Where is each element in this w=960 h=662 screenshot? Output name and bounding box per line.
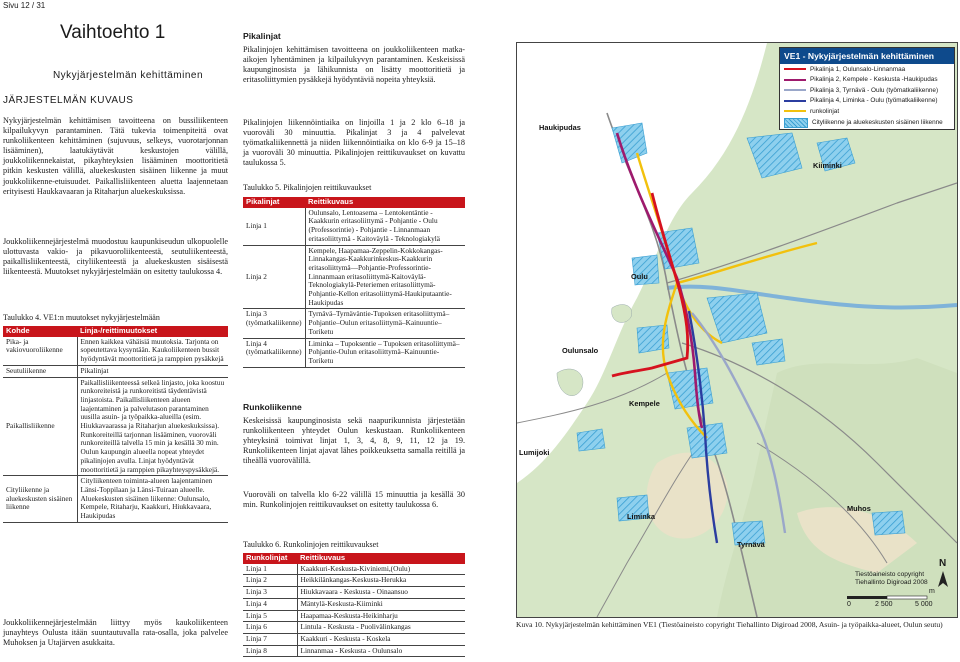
- page-title: Vaihtoehto 1: [60, 22, 166, 43]
- table4: [3, 326, 228, 523]
- residential-area: [707, 293, 767, 343]
- scale-bar-segment: [847, 596, 887, 599]
- table-row: [3, 377, 228, 476]
- table4-cell: Seutuliikenne: [3, 365, 77, 377]
- place-label: Oulunsalo: [562, 346, 599, 355]
- legend-item: [780, 64, 954, 75]
- road: [667, 183, 957, 283]
- table6-cell: Linja 1: [243, 564, 297, 575]
- map-caption: Kuva 10. Nykyjärjestelmän kehittäminen VE1 (Tiestöaineisto copyright Tiehallinto Digiroad 2008, Asuin- ja työpaikka-alueet, Oulun seutu): [516, 620, 943, 629]
- table5-header-1: Pikalinjat: [243, 197, 305, 208]
- table-row: [243, 338, 465, 367]
- table5-cell: Linja 3 (työmatkaliikenne): [243, 309, 305, 338]
- table4-cell: Pikalinjat: [77, 365, 228, 377]
- table6-cell: Heikkilänkangas-Keskusta-Herukka: [297, 575, 465, 587]
- legend-swatch: [784, 100, 806, 102]
- place-label: Kempele: [629, 399, 660, 408]
- table6-cell: Linja 5: [243, 610, 297, 622]
- legend-label: Pikalinja 3, Tyrnävä - Oulu (työmatkaliikenne): [810, 86, 939, 94]
- table6-cell: Hiukkavaara - Keskusta - Oinaansuo: [297, 587, 465, 599]
- table-row: [243, 587, 465, 599]
- section-heading: JÄRJESTELMÄN KUVAUS: [3, 95, 134, 106]
- table4-header-2: Linja-/reittimuutokset: [77, 326, 228, 337]
- table6-cell: Linja 4: [243, 598, 297, 610]
- copyright-line: Tiestöaineisto copyright: [855, 571, 925, 578]
- table5: [243, 197, 465, 368]
- table-row: [243, 564, 465, 575]
- runkoliikenne-heading: Runkoliikenne: [243, 402, 302, 412]
- legend-label: Cityliikenne ja aluekeskusten sisäinen liikenne: [812, 119, 943, 126]
- middle-paragraph-4: Vuoroväli on talvella klo 6-22 välillä 15 minuuttia ja kesällä 30 min. Runkolinjojen reittikuvaukset on esitetty taulukossa 6.: [243, 490, 465, 510]
- table5-cell: Linja 1: [243, 208, 305, 245]
- table6-header-2: Reittikuvaus: [297, 553, 465, 564]
- map-legend: [779, 47, 955, 130]
- legend-swatch: [784, 68, 806, 70]
- scale-label: 5 000: [915, 601, 933, 608]
- table6: [243, 553, 465, 657]
- table4-caption: Taulukko 4. VE1:n muutokset nykyjärjestelmään: [3, 313, 160, 322]
- legend-item: [780, 85, 954, 96]
- middle-paragraph-2: Pikalinjojen liikennöintiaika on linjoilla 1 ja 2 klo 6–18 ja vuoroväli 30 minuuttia. Pikalinjat 3 ja 4 palvelevat työmatkaliikennettä ja niiden liikennöintiaika on klo 6-9 ja 15–18 ja vuoroväli 30 minuuttia. Pikalinjojen reittikuvaukset on kuvattu taulukossa 5.: [243, 118, 465, 168]
- residential-area: [872, 511, 905, 535]
- table6-cell: Lintula - Keskusta - Puolivälinkangas: [297, 622, 465, 634]
- table-row: [3, 365, 228, 377]
- table6-cell: Haapamaa-Keskusta-Heikinharju: [297, 610, 465, 622]
- table6-cell: Linja 2: [243, 575, 297, 587]
- table4-cell: Pika- ja vakiovuoroliikenne: [3, 337, 77, 366]
- place-label: Oulu: [631, 272, 648, 281]
- legend-swatch: [784, 89, 806, 91]
- table-row: [243, 645, 465, 657]
- place-label: Liminka: [627, 512, 655, 521]
- legend-label: Pikalinja 4, Liminka - Oulu (työmatkaliikenne): [810, 97, 938, 105]
- place-label: Kiiminki: [813, 161, 842, 170]
- field-area: [647, 453, 728, 539]
- place-label: Lumijoki: [519, 448, 550, 457]
- residential-area: [747, 133, 802, 178]
- residential-area: [577, 429, 605, 451]
- middle-paragraph-1: Pikalinjojen kehittämisen tavoitteena on joukkoliikenteen matka-aikojen lyhentäminen ja kilpailukyvyn parantaminen. Keskeisissä kaupunginosista ja lähikunnista on lisätty moottoritietä ja eritasoliittymien pysäkkejä hyödyntäviä nopeita yhteyksiä.: [243, 45, 465, 85]
- table6-cell: Mäntylä-Keskusta-Kiiminki: [297, 598, 465, 610]
- legend-item: [780, 117, 954, 129]
- table5-cell: Kempele, Haapamaa-Zeppelin-Kokkokangas-Linnakangas-Kaakkurinkeskus-Kaakkurin eritasoliittymä—Pohjantie-Professorintie-Linnanmaan eritasoliittymä-Kaitoväylä-Teknologiakylä-Peteriemen eritasoliittymä-Pohjantie-Kellon eritasoliittymä-Haukiputaantie-Haukipudas: [305, 245, 465, 309]
- table4-cell: Ennen kaikkea vähäisiä muutoksia. Tarjonta on sopeutettava kysyntään. Kaukoliikenteen bussit hyödyntävät moottoritietä ja ramppien pysäkkejä: [77, 337, 228, 366]
- table4-cell: Cityliikenne ja aluekeskusten sisäinen liikenne: [3, 476, 77, 523]
- middle-paragraph-3: Keskeisissä kaupunginosista sekä naapurikunnista järjestetään runkoliikenteen yhteydet Oulun keskustaan. Runkoliikenteen yhteyksinä toimivat linjat 1, 3, 4, 8, 9, 11, 12 ja 19. Runkoliikenteen linjat ajavat lähes poikkeuksetta samalla reitillä ja tiheällä vuorovälillä.: [243, 416, 465, 466]
- residential-area: [752, 339, 785, 365]
- map-copyright: [855, 571, 928, 587]
- left-paragraph-3: Joukkoliikennejärjestelmään liittyy myös kaukoliikenteen junayhteys Oulusta itään suuntautuvalla rata-osalla, joka palvelee Muhoksen ja Utajärven asukkaita.: [3, 618, 228, 648]
- copyright-line: Tiehallinto Digiroad 2008: [855, 579, 928, 586]
- pikalinjat-heading: Pikalinjat: [243, 31, 281, 41]
- table-row: [243, 610, 465, 622]
- table-row: [243, 633, 465, 645]
- legend-swatch: [784, 110, 806, 112]
- table5-cell: Linja 2: [243, 245, 305, 309]
- table6-cell: Linja 3: [243, 587, 297, 599]
- island: [612, 305, 632, 323]
- scale-unit: m: [929, 588, 935, 595]
- place-label: Tyrnävä: [737, 540, 765, 549]
- table-row: [243, 622, 465, 634]
- left-paragraph-2: Joukkoliikennejärjestelmä muodostuu kaupunkiseudun ulkopuolelle ulottuvasta vakio- ja pikavuoroliikenteestä, seutuliikenteestä, paikallisliikenteestä, cityliikenteestä ja aluekeskusten sisäisestä liikenteestä. Muutokset nykyjärjestelmään on esitetty taulukossa 4.: [3, 237, 228, 277]
- legend-item: [780, 96, 954, 107]
- table4-cell: Paikallisliikenne: [3, 377, 77, 476]
- table6-cell: Kaakkuri-Keskusta-Kiviniemi,(Oulu): [297, 564, 465, 575]
- legend-item: [780, 75, 954, 86]
- table-row: [243, 208, 465, 245]
- route-map: [516, 42, 958, 618]
- table6-cell: Kaakkuri - Keskusta - Koskela: [297, 633, 465, 645]
- scale-label: 0: [847, 601, 851, 608]
- table6-cell: Linja 6: [243, 622, 297, 634]
- left-paragraph-1: Nykyjärjestelmän kehittämisen tavoitteena on bussiliikenteen kilpailukyvyn parantaminen. Tätä tukevia toimenpiteitä ovat runkoliikenteen kehittäminen (sujuvuus, selkeys, vuorotarjonnan lisääminen), laatukäytävät keskustojen välillä, joukkoliikennekaistat, pikayhteyksien lisääminen moottoritietä pitkin keskusten välillä, aluekeskusten sisäinen liikenne ja muut joukkoliikenne-etuisuudet. Paikallisliikenteen aluetta laajennetaan erityisesti Haukkavaaran ja Ritaharjun aluekeskuksissa.: [3, 116, 228, 196]
- table4-header-1: Kohde: [3, 326, 77, 337]
- subtitle: Nykyjärjestelmän kehittäminen: [52, 70, 204, 81]
- scale-label: 2 500: [875, 601, 893, 608]
- table-row: [243, 598, 465, 610]
- table-row: [243, 575, 465, 587]
- table-row: [243, 309, 465, 338]
- table5-header-2: Reittikuvaus: [305, 197, 465, 208]
- legend-swatch: [784, 79, 806, 81]
- legend-item: [780, 106, 954, 117]
- place-label: Haukipudas: [539, 123, 581, 132]
- table6-cell: Linnanmaa - Keskusta - Oulunsalo: [297, 645, 465, 657]
- page-number: Sivu 12 / 31: [3, 1, 46, 10]
- table5-caption: Taulukko 5. Pikalinjojen reittikuvaukset: [243, 183, 372, 192]
- table-row: [3, 476, 228, 523]
- table5-cell: Tyrnävä–Tyrnäväntie-Tupoksen eritasoliittymä–Pohjantie–Oulun eritasoliittymä–Kainuuntie–Toriketu: [305, 309, 465, 338]
- legend-label: Pikalinja 2, Kempele - Keskusta -Haukipudas: [810, 76, 938, 84]
- table5-cell: Liminka – Tupoksentie – Tupoksen eritasoliittymä–Pohjantie-Oulun eritasoliittymä–Kainuuntie-Toriketu: [305, 338, 465, 367]
- legend-title: VE1 - Nykyjärjestelmän kehittäminen: [780, 48, 954, 64]
- table-row: [3, 337, 228, 366]
- table6-header-1: Runkolinjat: [243, 553, 297, 564]
- table5-cell: Oulunsalo, Lentoasema – Lentokentäntie - Kaakkurin eritasoliittymä - Pohjantie - Oulu (Professorintie) - Pohjantie - Linnanmaan eritasoliittymä - Kaitoväylä - Teknologiakylä: [305, 208, 465, 245]
- table6-caption: Taulukko 6. Runkolinjojen reittikuvaukset: [243, 540, 379, 549]
- table4-cell: Paikallisliikenteessä selkeä linjasto, joka koostuu runkoreiteistä ja runkoreitistä täydentävistä linjastoista. Paikallisliikenteen alueen laajentaminen ja palvelutason parantaminen uusilla asuin- ja työpaikka-alueilla (esim. Hiukkavaarassa ja Ritaharjun aluekeskuksissa). Runkoreiteillä tarjonnan lisääminen, vuoroväli runkoreiteillä talvella 15 min ja kesällä 30 min. Oulun kaupungin alueella nopeat yhteydet pikalinjojen avulla. Linjat hyödyntävät moottoritietä ja ramppien pikayhteyspysäkkejä.: [77, 377, 228, 476]
- table4-cell: Cityliikenteen toiminta-alueen laajentaminen Länsi-Toppilaan ja Länsi-Tuiraan alueelle. Aluekeskusten sisäinen liikenne: Oulunsalo, Kempele, Ritaharju, Kaakkuri, Hiukkavaara, Haukipudas: [77, 476, 228, 523]
- legend-label: Pikalinja 1, Oulunsalo-Linnanmaa: [810, 65, 906, 73]
- place-label: Muhos: [847, 504, 871, 513]
- table6-cell: Linja 8: [243, 645, 297, 657]
- table5-cell: Linja 4 (työmatkaliikenne): [243, 338, 305, 367]
- scale-bar-segment: [887, 596, 927, 599]
- legend-label: runkolinjat: [810, 107, 840, 115]
- north-label: N: [939, 558, 947, 569]
- table-row: [243, 245, 465, 309]
- legend-swatch: [784, 118, 808, 128]
- table6-cell: Linja 7: [243, 633, 297, 645]
